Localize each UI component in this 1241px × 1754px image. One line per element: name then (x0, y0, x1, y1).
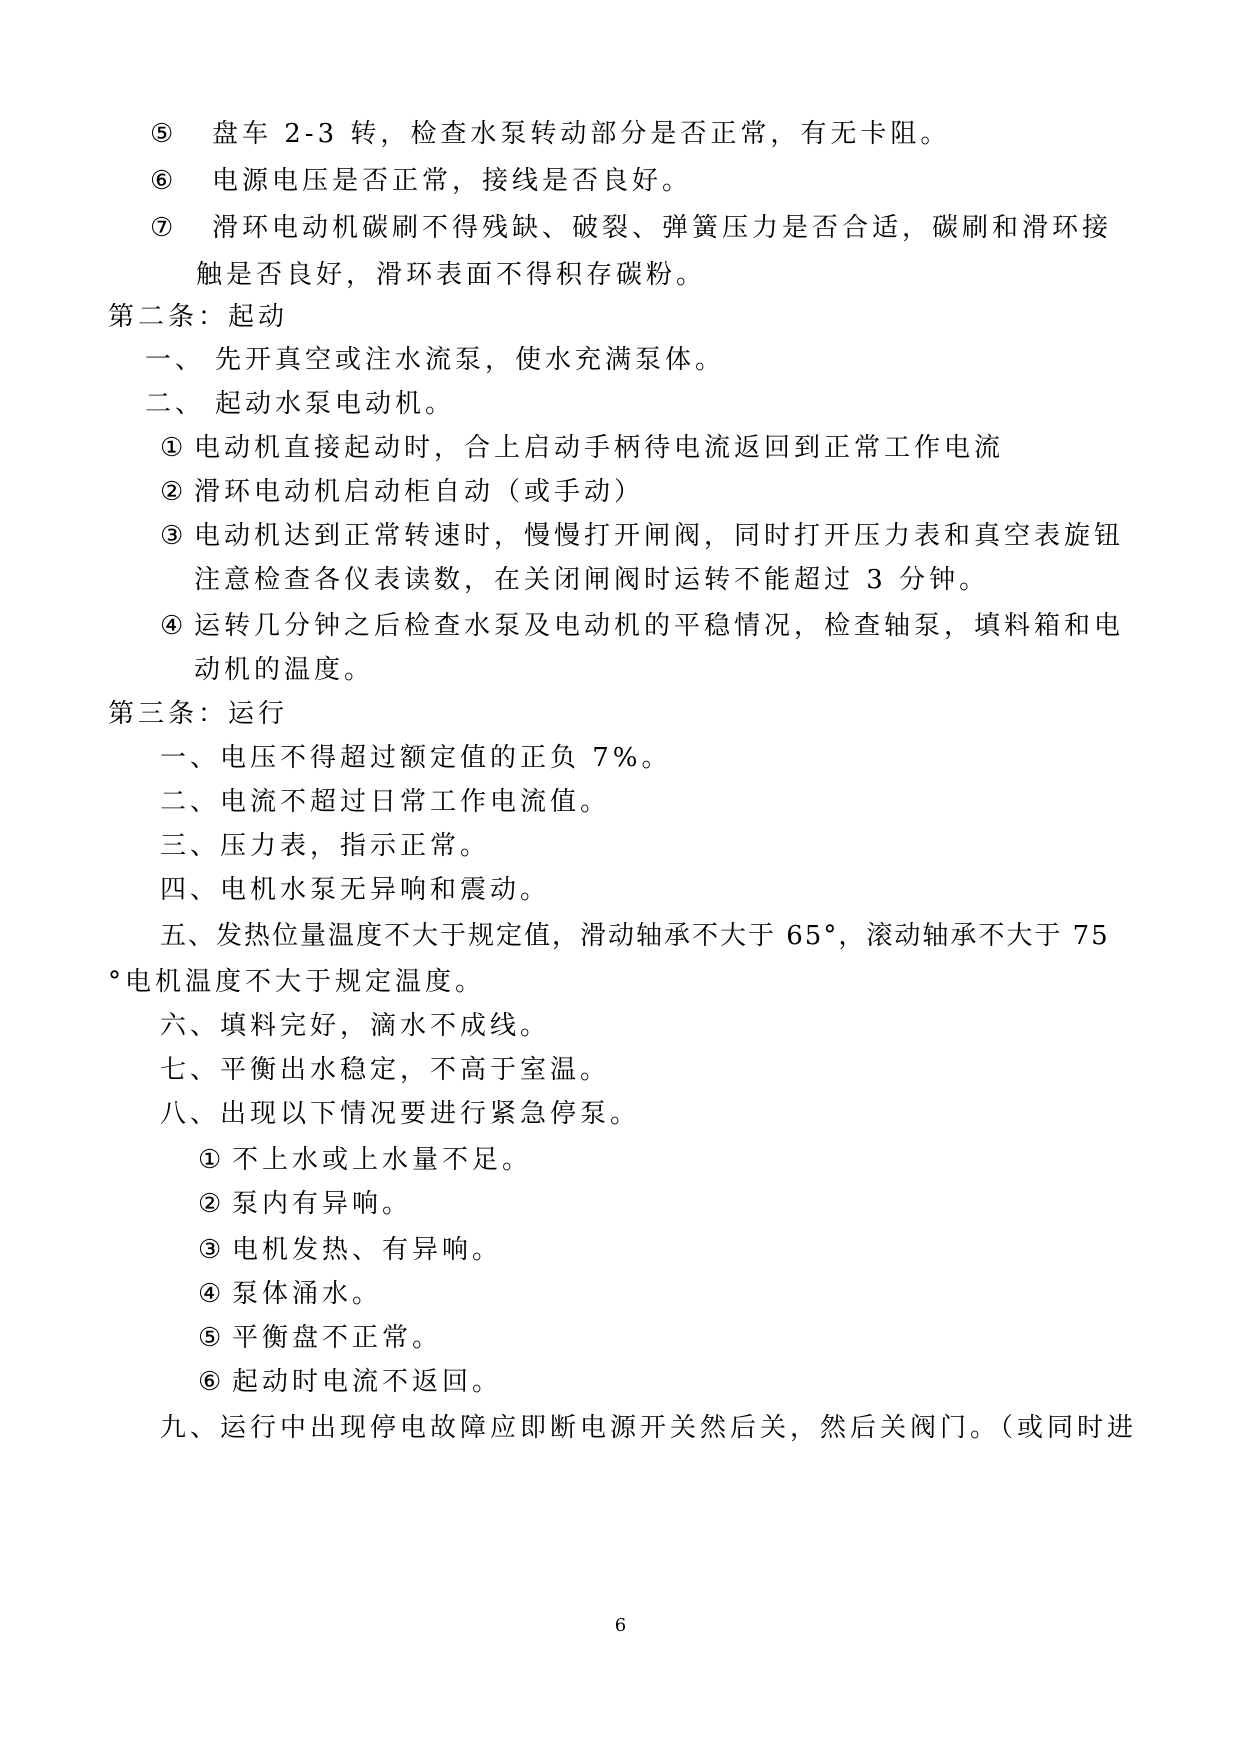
list-item: 二、电流不超过日常工作电流值。 (160, 787, 611, 817)
item-text: 起动时电流不返回。 (232, 1367, 503, 1397)
item-text: 泵体涌水。 (232, 1279, 383, 1309)
item-text: 滑环电动机碳刷不得残缺、破裂、弹簧压力是否合适，碳刷和滑环接 (212, 213, 1113, 243)
item-marker: ② (198, 1189, 226, 1219)
item-marker: ⑥ (198, 1367, 226, 1397)
list-item (150, 211, 1112, 245)
item-marker: ② (160, 477, 188, 507)
item-text: 起动水泵电动机。 (215, 389, 456, 419)
item-text: 滑环电动机启动柜自动（或手动） (194, 477, 645, 507)
section-heading: 第三条：运行 (108, 699, 289, 729)
item-marker: ① (198, 1145, 226, 1175)
item-marker: ③ (198, 1235, 226, 1265)
item-text: 泵内有异响。 (232, 1189, 413, 1219)
section-heading: 第二条：起动 (108, 302, 289, 332)
list-item (150, 164, 692, 198)
item-marker: 二、 (145, 389, 206, 419)
list-item (198, 1365, 502, 1399)
list-item (160, 431, 1004, 465)
list-item (198, 1321, 442, 1355)
item-continuation: 触是否良好，滑环表面不得积存碳粉。 (196, 260, 707, 290)
item-text: 运转几分钟之后检查水泵及电动机的平稳情况，检查轴泵，填料箱和电 (194, 611, 1125, 641)
list-item (160, 475, 644, 509)
list-item (198, 1143, 532, 1177)
list-item (198, 1187, 412, 1221)
item-marker: ⑤ (198, 1323, 226, 1353)
list-item: 三、压力表，指示正常。 (160, 831, 491, 861)
item-text: 电源电压是否正常，接线是否良好。 (212, 166, 693, 196)
item-text: 盘车 2-3 转，检查水泵转动部分是否正常，有无卡阻。 (212, 119, 951, 149)
item-text: 电机发热、有异响。 (232, 1235, 503, 1265)
list-item: 九、运行中出现停电故障应即断电源开关然后关，然后关阀门。（或同时进 (160, 1413, 1138, 1443)
list-item (150, 117, 950, 151)
list-item (198, 1277, 382, 1311)
item-text: 不上水或上水量不足。 (232, 1145, 533, 1175)
list-item (198, 1233, 502, 1267)
item-continuation: 动机的温度。 (194, 655, 375, 685)
item-marker: ⑤ (150, 119, 178, 149)
list-item: 一、电压不得超过额定值的正负 7%。 (160, 743, 672, 773)
list-item: 五、发热位量温度不大于规定值，滑动轴承不大于 65°，滚动轴承不大于 75 (160, 921, 1110, 951)
item-text: 电动机达到正常转速时，慢慢打开闸阀，同时打开压力表和真空表旋钮 (194, 521, 1125, 551)
item-marker: ③ (160, 521, 188, 551)
list-item: 四、电机水泵无异响和震动。 (160, 875, 551, 905)
paragraph (145, 387, 455, 421)
item-marker: ④ (160, 611, 188, 641)
item-continuation: °电机温度不大于规定温度。 (108, 967, 486, 997)
item-marker: ⑥ (150, 166, 178, 196)
item-marker: ④ (198, 1279, 226, 1309)
page-number: 6 (614, 1615, 627, 1636)
item-text: 平衡盘不正常。 (232, 1323, 443, 1353)
item-text: 先开真空或注水流泵，使水充满泵体。 (215, 345, 726, 375)
item-marker: ⑦ (150, 213, 178, 243)
list-item: 八、出现以下情况要进行紧急停泵。 (160, 1099, 641, 1129)
list-item: 六、填料完好，滴水不成线。 (160, 1011, 551, 1041)
list-item (160, 609, 1124, 643)
list-item (160, 519, 1124, 553)
item-text: 电动机直接起动时，合上启动手柄待电流返回到正常工作电流 (194, 433, 1005, 463)
paragraph (145, 343, 725, 377)
list-item: 七、平衡出水稳定，不高于室温。 (160, 1055, 611, 1085)
item-marker: ① (160, 433, 188, 463)
item-marker: 一、 (145, 345, 206, 375)
item-continuation: 注意检查各仪表读数，在关闭闸阀时运转不能超过 3 分钟。 (194, 565, 990, 595)
